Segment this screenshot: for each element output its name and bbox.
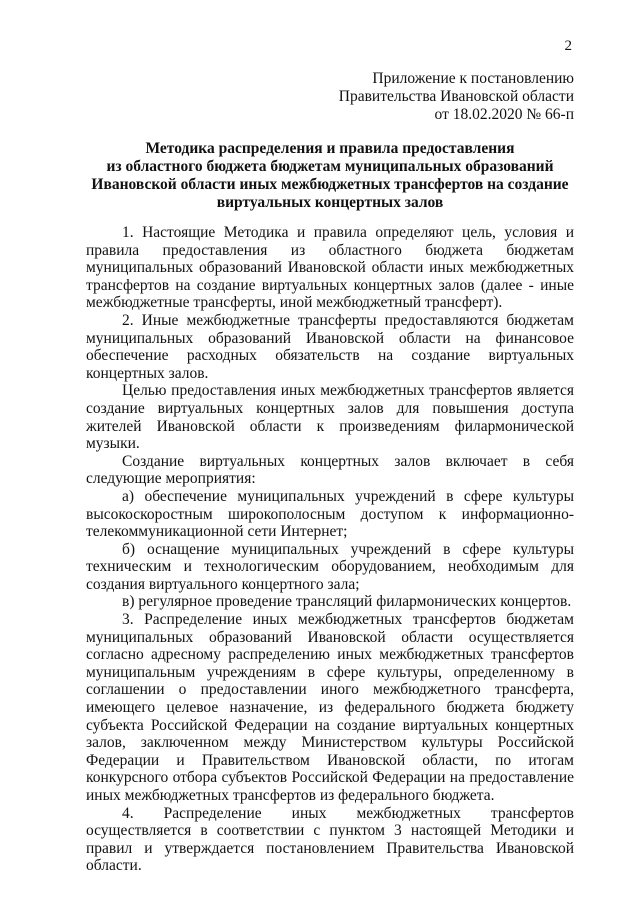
approval-line: Приложение к постановлению bbox=[372, 70, 574, 87]
approval-header bbox=[300, 70, 574, 124]
paragraph-4: 4. Распределение иных межбюджетных трансфертов осуществляется в соответствии с пунктом 3 настоящей Методики и правил и утверждается постановлением Правительства Ивановской области. bbox=[86, 804, 574, 875]
page-number: 2 bbox=[564, 38, 572, 54]
approval-line: Правительства Ивановской области bbox=[338, 88, 574, 105]
title-line: Ивановской области иных межбюджетных трансфертов на создание bbox=[91, 176, 569, 193]
title-line: виртуальных концертных залов bbox=[216, 194, 444, 211]
document-body bbox=[86, 224, 574, 875]
paragraph-1: 1. Настоящие Методика и правила определяют цель, условия и правила предоставления из областного бюджета бюджетам муниципальных образований Ивановской области иных межбюджетных трансфертов на создание виртуальных концертных залов (далее - иные межбюджетные трансферты, иной межбюджетный трансферт). bbox=[86, 224, 574, 312]
paragraph-purpose: Целью предоставления иных межбюджетных трансфертов является создание виртуальных концертных залов для повышения доступа жителей Ивановской области к произведениям филармонической музыки. bbox=[86, 382, 574, 453]
document-title bbox=[86, 140, 574, 212]
title-line: из областного бюджета бюджетам муниципальных образований bbox=[106, 158, 554, 175]
list-item-v: в) регулярное проведение трансляций филармонических концертов. bbox=[122, 593, 572, 611]
list-item-a: а) обеспечение муниципальных учреждений в сфере культуры высокоскоростным широкополосным доступом к информационно-телекоммуникационной сети Интернет; bbox=[86, 487, 574, 541]
title-line: Методика распределения и правила предоставления bbox=[145, 140, 515, 157]
paragraph-measures-intro: Создание виртуальных концертных залов включает в себя следующие мероприятия: bbox=[86, 452, 574, 488]
paragraph-3: 3. Распределение иных межбюджетных трансфертов бюджетам муниципальных образований Ивановской области осуществляется согласно адресному распределению иных межбюджетных трансфертов муниципальным учреждениям в сфере культуры, определенному в соглашении о предоставлении иного межбюджетного трансферта, имеющего целевое назначение, из федерального бюджета бюджету субъекта Российской Федерации на создание виртуальных концертных залов, заключенном между Министерством культуры Российской Федерации и Правительством Ивановской области, по итогам конкурсного отбора субъектов Российской Федерации на предоставление иных межбюджетных трансфертов из федерального бюджета. bbox=[86, 611, 574, 804]
paragraph-2: 2. Иные межбюджетные трансферты предоставляются бюджетам муниципальных образований Ивановской области на финансовое обеспечение расходных обязательств на создание виртуальных концертных залов. bbox=[86, 311, 574, 382]
approval-line: от 18.02.2020 № 66-п bbox=[434, 106, 574, 123]
list-item-b: б) оснащение муниципальных учреждений в сфере культуры техническим и технологическим оборудованием, необходимым для создания виртуального концертного зала; bbox=[86, 540, 574, 593]
